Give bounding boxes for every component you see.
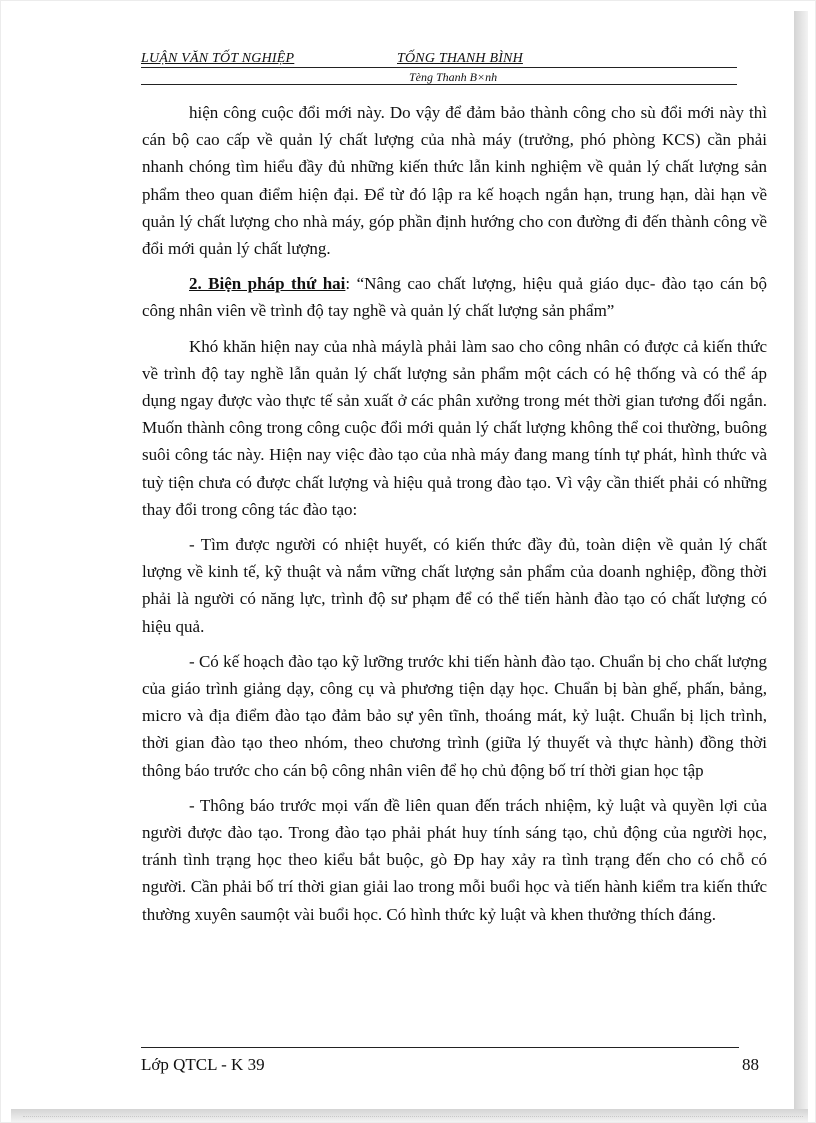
header-author-name: TỐNG THANH BÌNH [397,51,523,66]
paragraph-2 [142,270,767,324]
section-heading-quote: : “Nâng cao chất lượng, hiệu quả giáo dục- đào tạo cán bộ công nhân viên về trình độ tay nghề và quản lý chất lượng sản phẩm” [142,274,768,321]
header-rule-bottom [141,84,737,85]
page-number: 88 [742,1055,759,1074]
dotted-separator [23,1116,803,1117]
page-shadow-right [794,11,808,1121]
page-header [141,51,737,91]
section-heading: 2. Biện pháp thứ hai [189,274,346,294]
body-text [142,99,767,936]
footer-class-label: Lớp QTCL - K 39 [141,1055,265,1074]
paragraph-3: Khó khăn hiện nay của nhà máylà phải làm sao cho công nhân có được cả kiến thức về trình độ tay nghề lẫn quản lý chất lượng sản phẩm một cách có hệ thống và có thể áp dụng ngay được vào thực tế sản xuất ở các phân xưởng trong mét thời gian tương đối ngắn. Muốn thành công trong công cuộc đổi mới quản lý chất lượng không thể coi thường, buông suôi công tác này. Hiện nay việc đào tạo của nhà máy đang mang tính tự phát, hình thức và tuỳ tiện chưa có được chất lượng và hiệu quả trong đào tạo. Vì vậy cần thiết phải có những thay đổi trong công tác đào tạo: [142,336,767,519]
paragraph-4: - Tìm được người có nhiệt huyết, có kiến thức đầy đủ, toàn diện về quản lý chất lượng về kinh tế, kỹ thuật và nắm vững chất lượng sản phẩm của doanh nghiệp, đồng thời phải là người có năng lực, trình độ sư phạm để có thể tiến hành đào tạo có chất lượng có hiệu quả. [142,535,767,636]
footer-rule [141,1047,739,1048]
paragraph-5: - Có kế hoạch đào tạo kỹ lưỡng trước khi tiến hành đào tạo. Chuẩn bị cho chất lượng của giáo trình giảng dạy, công cụ và phương tiện dạy học. Chuẩn bị bàn ghế, phấn, bảng, micro và địa điểm đào tạo đảm bảo sự yên tĩnh, thoáng mát, kỷ luật. Chuẩn bị lịch trình, thời gian đào tạo theo nhóm, theo chương trình (giữa lý thuyết và thực hành) đồng thời thông báo trước cho cán bộ công nhân viên để họ chủ động bố trí thời gian học tập [142,651,767,780]
page-footer [141,1047,759,1077]
header-thesis-title: LUẬN VĂN TỐT NGHIỆP [141,51,295,66]
header-author-subtitle: Tèng Thanh B×nh [409,70,498,84]
paragraph-6: - Thông báo trước mọi vấn đề liên quan đến trách nhiệm, kỷ luật và quyền lợi của người được đào tạo. Trong đào tạo phải phát huy tính sáng tạo, chủ động của người học, tránh tình trạng học theo kiểu bắt buộc, gò Đp hay xảy ra tình trạng đến cho có chỗ có người. Cần phải bố trí thời gian giải lao trong mỗi buổi học và tiến hành kiểm tra kiến thức thường xuyên saumột vài buổi học. Có hình thức kỷ luật và khen thưởng thích đáng. [142,795,767,924]
header-rule-top [141,67,737,68]
paragraph-1: hiện công cuộc đổi mới này. Do vậy để đảm bảo thành công cho sù đổi mới này thì cán bộ cao cấp về quản lý chất lượng của nhà máy (trưởng, phó phòng KCS) cần phải nhanh chóng tìm hiểu đầy đủ những kiến thức lẫn kinh nghiệm về quản lý chất lượng sản phẩm theo quan điểm hiện đại. Để từ đó lập ra kế hoạch ngắn hạn, trung hạn, dài hạn về quản lý chất lượng cho nhà máy, góp phần định hướng cho con đường đi đến thành công về đổi mới quản lý chất lượng. [142,103,767,259]
